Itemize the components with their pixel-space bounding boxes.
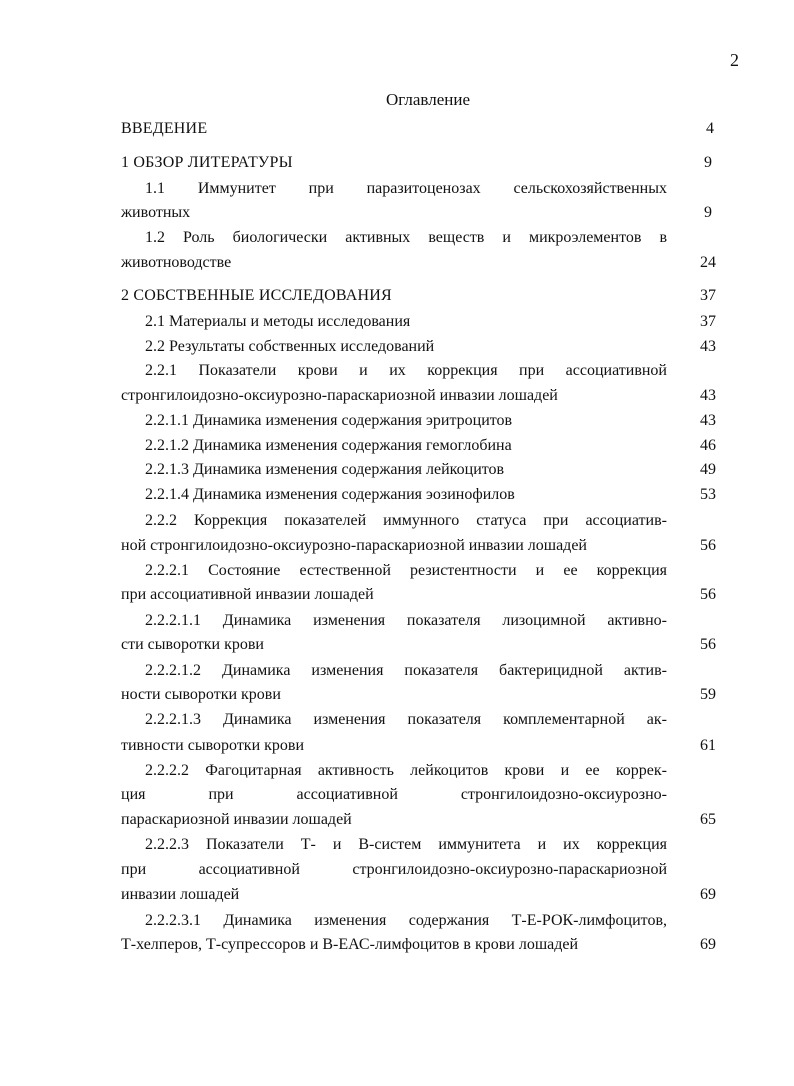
toc-entry-2-2-1-line-1[interactable]: 2.2.1 Показатели крови и их коррекция при ассоциативной — [145, 362, 667, 379]
toc-entry-2-2-1-line-2[interactable]: стронгилоидозно-оксиурозно-параскариозной инвазии лошадей — [121, 387, 558, 404]
toc-entry-2-2-2-1-1-line-2[interactable]: сти сыворотки крови — [121, 636, 264, 653]
toc-entry-2-2-1-3[interactable]: 2.2.1.3 Динамика изменения содержания лейкоцитов — [145, 461, 505, 478]
toc-entry-2-2-2-1-line-1[interactable]: 2.2.2.1 Состояние естественной резистентности и ее коррекция — [145, 562, 667, 579]
toc-page-ref[interactable]: 43 — [700, 387, 716, 404]
toc-entry-2-2-2-1-3-line-2[interactable]: тивности сыворотки крови — [121, 737, 305, 754]
toc-entry-chapter-2[interactable]: 2 СОБСТВЕННЫЕ ИССЛЕДОВАНИЯ — [121, 287, 392, 304]
toc-page-ref[interactable]: 56 — [700, 586, 716, 603]
toc-entry-1-1-line-2[interactable]: животных — [121, 204, 191, 221]
toc-entry-chapter-1[interactable]: 1 ОБЗОР ЛИТЕРАТУРЫ — [121, 154, 293, 171]
toc-page-ref[interactable]: 56 — [700, 537, 716, 554]
toc-page-ref[interactable]: 53 — [700, 486, 716, 503]
toc-entry-introduction[interactable]: ВВЕДЕНИЕ — [121, 120, 208, 137]
toc-page-ref[interactable]: 24 — [700, 254, 716, 271]
toc-entry-2-2-2-2-line-3[interactable]: параскариозной инвазии лошадей — [121, 811, 352, 828]
toc-page-ref[interactable]: 9 — [704, 204, 712, 221]
toc-page-ref[interactable]: 69 — [700, 886, 716, 903]
toc-page-ref[interactable]: 43 — [700, 412, 716, 429]
toc-page-ref[interactable]: 65 — [700, 811, 716, 828]
toc-entry-2-2-2-3-line-3[interactable]: инвазии лошадей — [121, 886, 240, 903]
toc-entry-2-2-2-line-1[interactable]: 2.2.2 Коррекция показателей иммунного статуса при ассоциатив- — [145, 512, 667, 529]
toc-entry-2-1[interactable]: 2.1 Материалы и методы исследования — [145, 313, 411, 330]
toc-page-ref[interactable]: 69 — [700, 936, 716, 953]
toc-page-ref[interactable]: 37 — [700, 313, 716, 330]
toc-entry-2-2[interactable]: 2.2 Результаты собственных исследований — [145, 338, 435, 355]
toc-entry-1-1-line-1[interactable]: 1.1 Иммунитет при паразитоценозах сельскохозяйственных — [145, 180, 667, 197]
toc-entry-2-2-1-4[interactable]: 2.2.1.4 Динамика изменения содержания эозинофилов — [145, 486, 515, 503]
page-number: 2 — [730, 50, 739, 70]
toc-entry-2-2-2-3-1-line-2[interactable]: Т-хелперов, Т-супрессоров и В-ЕАС-лимфоцитов в крови лошадей — [121, 936, 579, 953]
toc-page-ref[interactable]: 46 — [700, 437, 716, 454]
toc-entry-2-2-2-3-line-1[interactable]: 2.2.2.3 Показатели Т- и В-систем иммунитета и их коррекция — [145, 836, 667, 853]
toc-title: Оглавление — [386, 90, 470, 109]
toc-entry-2-2-2-line-2[interactable]: ной стронгилоидозно-оксиурозно-параскариозной инвазии лошадей — [121, 537, 587, 554]
toc-entry-1-2-line-2[interactable]: животноводстве — [121, 254, 232, 271]
toc-entry-2-2-2-1-3-line-1[interactable]: 2.2.2.1.3 Динамика изменения показателя комплементарной ак- — [145, 711, 667, 728]
toc-page-ref[interactable]: 37 — [700, 287, 716, 304]
toc-page-ref[interactable]: 9 — [704, 154, 712, 171]
toc-entry-2-2-1-1[interactable]: 2.2.1.1 Динамика изменения содержания эритроцитов — [145, 412, 513, 429]
toc-entry-1-2-line-1[interactable]: 1.2 Роль биологически активных веществ и микроэлементов в — [145, 229, 667, 246]
toc-page-ref[interactable]: 49 — [700, 461, 716, 478]
toc-entry-2-2-2-3-line-2[interactable]: при ассоциативной стронгилоидозно-оксиурозно-параскариозной — [121, 861, 667, 878]
toc-page-ref[interactable]: 56 — [700, 636, 716, 653]
toc-entry-2-2-2-2-line-2[interactable]: ция при ассоциативной стронгилоидозно-оксиурозно- — [121, 786, 667, 803]
toc-page-ref[interactable]: 43 — [700, 338, 716, 355]
toc-entry-2-2-2-1-2-line-2[interactable]: ности сыворотки крови — [121, 686, 281, 703]
toc-page-ref[interactable]: 59 — [700, 686, 716, 703]
toc-page-ref[interactable]: 4 — [706, 120, 714, 137]
toc-entry-2-2-2-3-1-line-1[interactable]: 2.2.2.3.1 Динамика изменения содержания Т-Е-РОК-лимфоцитов, — [145, 912, 667, 929]
toc-entry-2-2-1-2[interactable]: 2.2.1.2 Динамика изменения содержания гемоглобина — [145, 437, 512, 454]
toc-entry-2-2-2-1-1-line-1[interactable]: 2.2.2.1.1 Динамика изменения показателя лизоцимной активно- — [145, 612, 667, 629]
toc-entry-2-2-2-1-2-line-1[interactable]: 2.2.2.1.2 Динамика изменения показателя бактерицидной актив- — [145, 662, 667, 679]
toc-entry-2-2-2-2-line-1[interactable]: 2.2.2.2 Фагоцитарная активность лейкоцитов крови и ее коррек- — [145, 762, 667, 779]
toc-entry-2-2-2-1-line-2[interactable]: при ассоциативной инвазии лошадей — [121, 586, 374, 603]
toc-page-ref[interactable]: 61 — [700, 737, 716, 754]
